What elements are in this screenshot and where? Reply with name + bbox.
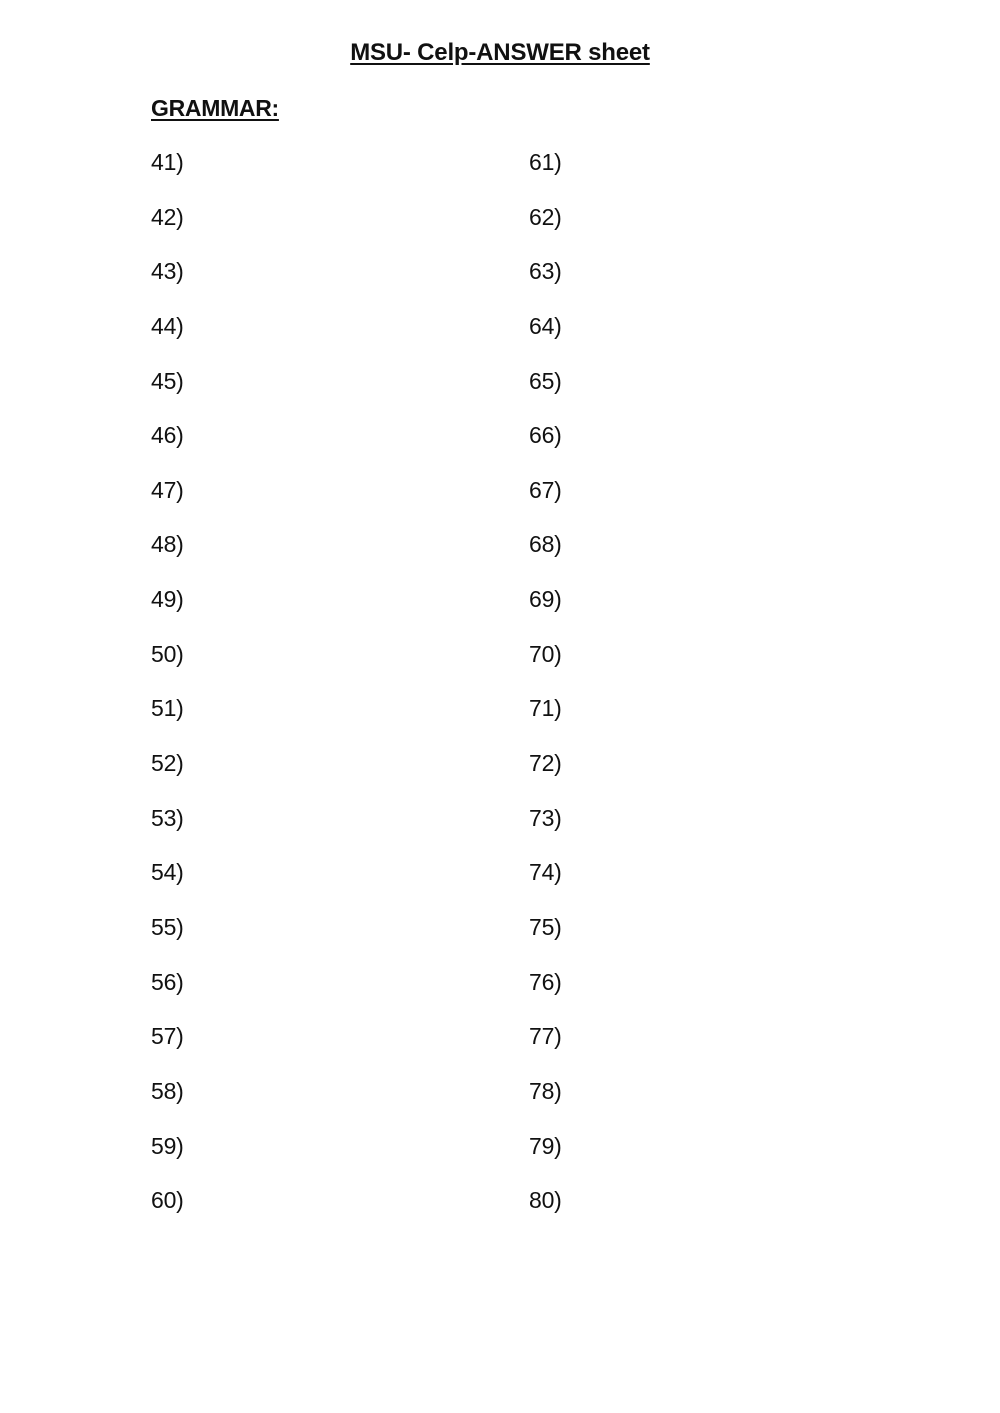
answer-item: 77): [529, 1023, 562, 1050]
answer-item: 47): [151, 476, 184, 503]
answer-item: 78): [529, 1077, 562, 1104]
answer-item: 69): [529, 586, 562, 613]
page-title: MSU- Celp-ANSWER sheet: [350, 39, 650, 66]
answer-item: 57): [151, 1023, 184, 1050]
answer-item: 71): [529, 695, 562, 722]
answer-item: 66): [529, 422, 562, 449]
answer-item: 70): [529, 640, 562, 667]
answer-item: 42): [151, 203, 184, 230]
answer-item: 80): [529, 1187, 562, 1214]
answer-item: 68): [529, 531, 562, 558]
answer-item: 44): [151, 312, 184, 339]
answer-item: 45): [151, 367, 184, 394]
answer-item: 59): [151, 1132, 184, 1159]
answer-item: 60): [151, 1187, 184, 1214]
answer-item: 51): [151, 695, 184, 722]
answer-item: 72): [529, 750, 562, 777]
answer-item: 79): [529, 1132, 562, 1159]
answer-item: 76): [529, 968, 562, 995]
answer-item: 55): [151, 913, 184, 940]
answer-item: 46): [151, 422, 184, 449]
answer-item: 62): [529, 203, 562, 230]
answer-item: 67): [529, 476, 562, 503]
answer-item: 75): [529, 913, 562, 940]
answer-item: 74): [529, 859, 562, 886]
answer-item: 48): [151, 531, 184, 558]
answer-column-right: [529, 148, 562, 1241]
answer-item: 61): [529, 149, 562, 175]
answer-item: 54): [151, 859, 184, 886]
answer-item: 52): [151, 750, 184, 777]
answer-item: 63): [529, 258, 562, 285]
answer-item: 65): [529, 367, 562, 394]
answer-item: 53): [151, 804, 184, 831]
answer-item: 41): [151, 149, 184, 175]
answer-item: 73): [529, 804, 562, 831]
answer-item: 58): [151, 1077, 184, 1104]
answer-item: 50): [151, 640, 184, 667]
section-heading-grammar: GRAMMAR:: [151, 95, 279, 121]
answer-item: 64): [529, 312, 562, 339]
answer-column-left: [151, 148, 184, 1241]
answer-item: 49): [151, 586, 184, 613]
answer-item: 56): [151, 968, 184, 995]
answer-item: 43): [151, 258, 184, 285]
